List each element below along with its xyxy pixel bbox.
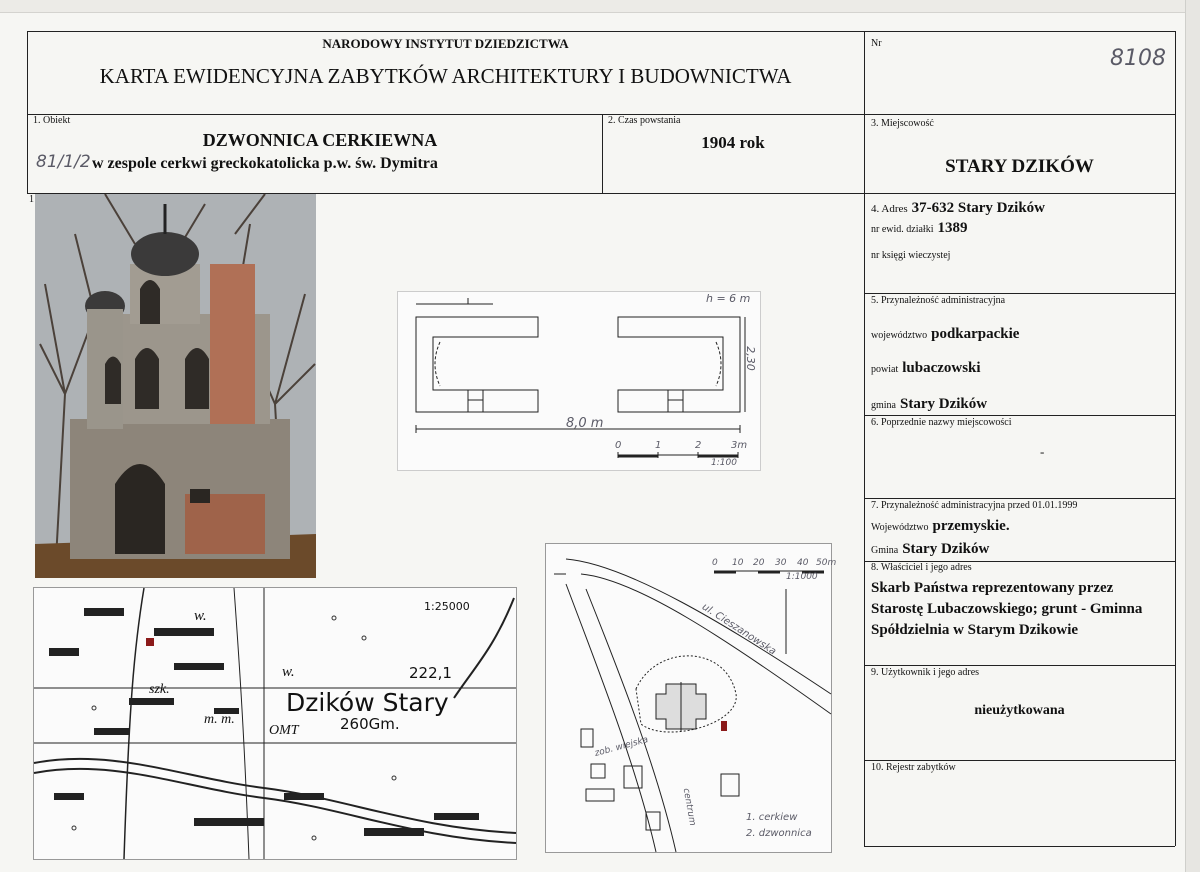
ksiega-label: nr księgi wieczystej xyxy=(871,250,951,261)
nr-value: 8108 xyxy=(1110,46,1166,71)
przynaleznosc-label: 5. Przynależność administracyjna xyxy=(871,295,1006,306)
floor-plan xyxy=(397,291,761,471)
nr-label: Nr xyxy=(871,38,882,49)
site-tick-1: 10 xyxy=(732,558,744,568)
plan-tick-1: 1 xyxy=(655,440,662,451)
card-right-edge xyxy=(1185,0,1200,872)
site-tick-0: 0 xyxy=(712,558,718,568)
czas-value: 1904 rok xyxy=(701,133,765,152)
site-road1-label: zob. wiejska xyxy=(593,735,650,759)
powiat-row xyxy=(871,359,981,377)
belfry-photo xyxy=(35,194,316,578)
przed-1999-label: 7. Przynależność administracyjna przed 01.01.1999 xyxy=(871,500,1078,511)
floor-plan-drawing xyxy=(398,292,760,470)
site-street-label: ul. Cieszanowska xyxy=(699,601,778,658)
obiekt-name: DZWONNICA CERKIEWNA xyxy=(202,130,438,150)
gmina-label: gmina xyxy=(871,400,896,411)
plan-depth-dim: 2,30 xyxy=(743,346,757,371)
czas-label: 2. Czas powstania xyxy=(608,115,681,126)
topo-place-name: Dzików Stary xyxy=(286,688,449,717)
plan-scale-ratio: 1:100 xyxy=(711,458,737,468)
plan-tick-0: 0 xyxy=(615,440,622,451)
topo-abbr-w2: w. xyxy=(282,664,295,680)
topo-abbr-omt: OMT xyxy=(269,723,299,738)
belfry-illustration xyxy=(35,194,316,578)
wojewodztwo-1999-value: przemyskie. xyxy=(932,518,1010,534)
topo-height-point: 222,1 xyxy=(409,664,452,682)
obiekt-subtitle: w zespole cerkwi greckokatolicka p.w. św. Dymitra xyxy=(92,155,438,172)
powiat-value: lubaczowski xyxy=(902,360,981,376)
site-plan xyxy=(545,543,837,853)
topo-scale: 1:25000 xyxy=(424,600,470,613)
site-tick-4: 40 xyxy=(797,558,809,568)
card-top-edge xyxy=(0,0,1199,13)
plan-tick-3: 3m xyxy=(731,440,748,451)
site-tick-5: 50m xyxy=(816,558,837,568)
wojewodztwo-1999-row xyxy=(871,517,1010,535)
wojewodztwo-label: województwo xyxy=(871,330,928,341)
wojewodztwo-1999-label: Województwo xyxy=(871,522,929,533)
gmina-value: Stary Dzików xyxy=(900,396,988,412)
institute-name: NARODOWY INSTYTUT DZIEDZICTWA xyxy=(322,36,569,51)
dzialka-value: 1389 xyxy=(937,220,968,236)
topo-abbr-mm: m. m. xyxy=(204,712,235,727)
plan-tick-2: 2 xyxy=(695,440,702,451)
adres-value: 37-632 Stary Dzików xyxy=(911,200,1045,216)
miejscowosc-label: 3. Miejscowość xyxy=(871,118,934,129)
plan-height-note: h = 6 m xyxy=(706,292,751,305)
topo-abbr-szk: szk. xyxy=(149,682,170,697)
site-legend-1: 1. cerkiew xyxy=(746,812,798,823)
rejestr-label: 10. Rejestr zabytków xyxy=(871,762,956,773)
dzialka-label: nr ewid. działki xyxy=(871,224,934,235)
poprzednie-label: 6. Poprzednie nazwy miejscowości xyxy=(871,417,1012,428)
obiekt-label: 1. Obiekt xyxy=(33,115,71,126)
photo-number: 1 xyxy=(29,194,34,205)
site-scale-ratio: 1:1000 xyxy=(786,572,818,582)
wlasciciel-label: 8. Właściciel i jego adres xyxy=(871,562,972,573)
wlasciciel-value: Skarb Państwa reprezentowany przez Starostę Lubaczowskiego; grunt - Gminna Spółdzielnia w Starym Dzikowie xyxy=(871,580,1143,638)
wojewodztwo-row xyxy=(871,325,1019,343)
site-road2-label: centrum xyxy=(680,787,698,827)
handwritten-ref: 81/1/2 xyxy=(36,152,91,172)
gmina-1999-label: Gmina xyxy=(871,545,899,556)
miejscowosc-value: STARY DZIKÓW xyxy=(945,156,1094,177)
site-tick-3: 30 xyxy=(775,558,787,568)
site-legend-2: 2. dzwonnica xyxy=(746,828,812,839)
topo-abbr-w1: w. xyxy=(194,608,207,624)
plan-width-dim: 8,0 m xyxy=(566,416,604,431)
topo-height-label: 260Gm. xyxy=(340,715,400,733)
poprzednie-value: - xyxy=(1040,444,1045,459)
adres-row xyxy=(871,199,1045,217)
uzytkownik-label: 9. Użytkownik i jego adres xyxy=(871,667,980,678)
wojewodztwo-value: podkarpackie xyxy=(931,326,1020,342)
gmina-1999-value: Stary Dzików xyxy=(902,541,990,557)
gmina-1999-row xyxy=(871,540,989,558)
topographic-map xyxy=(33,587,517,860)
uzytkownik-value: nieużytkowana xyxy=(974,703,1065,718)
gmina-row xyxy=(871,395,987,413)
card-title: KARTA EWIDENCYJNA ZABYTKÓW ARCHITEKTURY I BUDOWNICTWA xyxy=(99,64,792,88)
dzialka-row xyxy=(871,219,967,237)
adres-label: 4. Adres xyxy=(871,203,908,215)
site-tick-2: 20 xyxy=(753,558,765,568)
powiat-label: powiat xyxy=(871,364,899,375)
